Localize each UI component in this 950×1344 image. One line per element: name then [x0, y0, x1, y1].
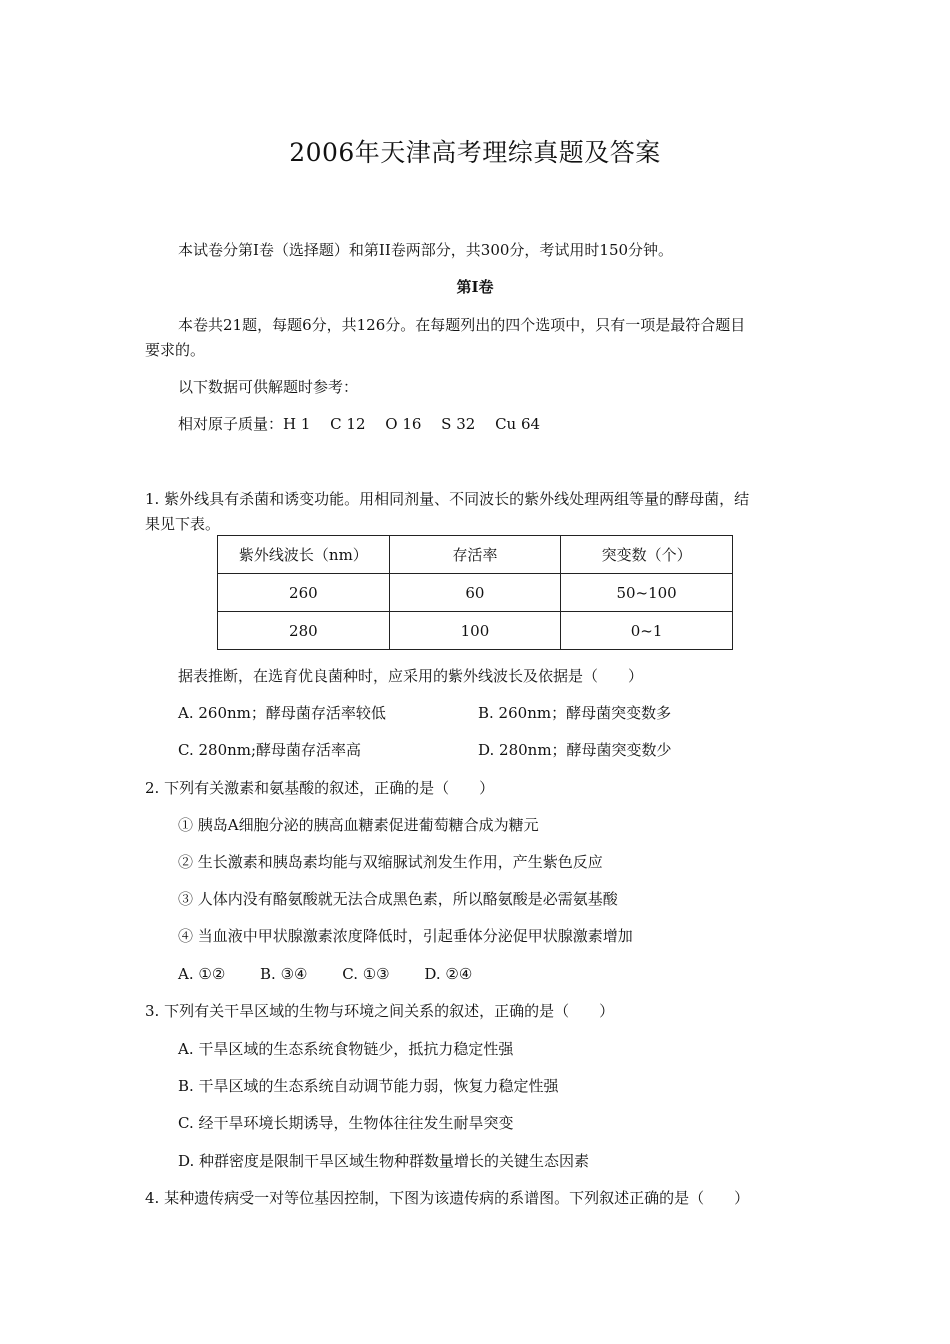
q2-item-4: ④ 当血液中甲状腺激素浓度降低时，引起垂体分泌促甲状腺激素增加: [178, 927, 633, 945]
page-title: 2006年天津高考理综真题及答案: [289, 138, 661, 167]
atomic-mass-line: 相对原子质量：H 1 C 12 O 16 S 32 Cu 64: [178, 415, 541, 433]
q3-option-a: A. 干旱区域的生态系统食物链少，抵抗力稳定性强: [178, 1040, 514, 1058]
q1-option-a: A. 260nm；酵母菌存活率较低: [178, 704, 386, 722]
table-cell: 60: [389, 574, 560, 612]
q2-item-1: ① 胰岛A细胞分泌的胰高血糖素促进葡萄糖合成为糖元: [178, 816, 539, 834]
part1-description-line2: 要求的。: [145, 341, 206, 359]
table-cell: 260: [218, 574, 390, 612]
q3-option-b: B. 干旱区域的生态系统自动调节能力弱，恢复力稳定性强: [178, 1077, 559, 1095]
q4-stem: 4. 某种遗传病受一对等位基因控制，下图为该遗传病的系谱图。下列叙述正确的是（ ）: [145, 1189, 750, 1207]
table-cell: 280: [218, 612, 390, 650]
q1-option-c: C. 280nm;酵母菌存活率高: [178, 741, 362, 759]
q2-stem: 2. 下列有关激素和氨基酸的叙述，正确的是（ ）: [145, 779, 495, 797]
table-header-row: [218, 536, 733, 574]
q2-item-2: ② 生长激素和胰岛素均能与双缩脲试剂发生作用，产生紫色反应: [178, 853, 603, 871]
table-header-cell: 突变数（个）: [561, 536, 733, 574]
q1-stem-line2: 果见下表。: [145, 515, 221, 533]
q2-options: A. ①② B. ③④ C. ①③ D. ②④: [178, 965, 473, 983]
q1-option-b: B. 260nm；酵母菌突变数多: [478, 704, 672, 722]
table-cell: 50~100: [561, 574, 733, 612]
reference-intro: 以下数据可供解题时参考：: [178, 378, 359, 396]
part1-heading: 第I卷: [456, 278, 494, 296]
q3-option-c: C. 经干旱环境长期诱导，生物体往往发生耐旱突变: [178, 1114, 514, 1132]
table-header-cell: 紫外线波长（nm）: [218, 536, 390, 574]
table-cell: 100: [389, 612, 560, 650]
intro-text: 本试卷分第I卷（选择题）和第II卷两部分，共300分，考试用时150分钟。: [178, 241, 674, 259]
uv-data-table: [217, 535, 733, 650]
q2-item-3: ③ 人体内没有酪氨酸就无法合成黑色素，所以酪氨酸是必需氨基酸: [178, 890, 618, 908]
table-row: [218, 612, 733, 650]
table-header-cell: 存活率: [389, 536, 560, 574]
q3-stem: 3. 下列有关干旱区域的生物与环境之间关系的叙述，正确的是（ ）: [145, 1002, 615, 1020]
table-row: [218, 574, 733, 612]
table-cell: 0~1: [561, 612, 733, 650]
part1-description-line1: 本卷共21题，每题6分，共126分。在每题列出的四个选项中，只有一项是最符合题目: [178, 316, 746, 334]
q1-option-d: D. 280nm；酵母菌突变数少: [478, 741, 672, 759]
q1-question: 据表推断，在选育优良菌种时，应采用的紫外线波长及依据是（ ）: [178, 667, 644, 685]
q1-stem-line1: 1. 紫外线具有杀菌和诱变功能。用相同剂量、不同波长的紫外线处理两组等量的酵母菌，结: [145, 490, 750, 508]
q3-option-d: D. 种群密度是限制干旱区域生物种群数量增长的关键生态因素: [178, 1152, 590, 1170]
